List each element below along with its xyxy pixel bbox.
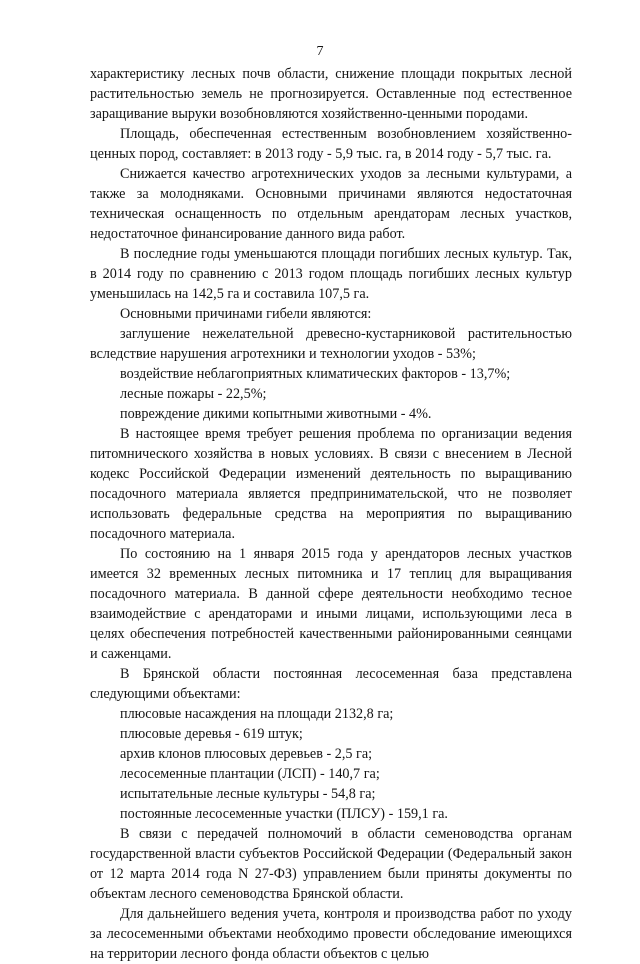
list-item-seed-object: постоянные лесосеменные участки (ПЛСУ) - 159,1 га. [120,806,448,822]
paragraph-inspection: Для дальнейшего ведения учета, контроля и производства работ по уходу за лесосеменными объектами необходимо провести обследование имеющихся на территории лесного фонда области объектов с целью [90,906,572,962]
list-item-seed-object: плюсовые деревья - 619 штук; [120,726,303,742]
document-body [90,64,572,964]
paragraph-powers-transfer: В связи с передачей полномочий в области семеноводства органам государственной власти субъектов Российской Федерации (Федеральный закон от 12 марта 2014 года N 27-ФЗ) управлением были приняты документы по объектам лесного семеноводства Брянской области. [90,826,572,902]
list-item-seed-object: испытательные лесные культуры - 54,8 га; [120,786,376,802]
paragraph-natural-regeneration: Площадь, обеспеченная естественным возобновлением хозяйственно-ценных пород, составляет: в 2013 году - 5,9 тыс. га, в 2014 году - 5,7 тыс. га. [90,126,572,162]
page-number: 7 [316,44,324,59]
paragraph-nursery-status: По состоянию на 1 января 2015 года у арендаторов лесных участков имеется 32 временных лесных питомника и 17 теплиц для выращивания посадочного материала. В данной сфере деятельности необходимо тесное взаимодействие с арендаторами и иными лицами, использующими леса в целях обеспечения потребностей качественными районированными сеянцами и саженцами. [90,546,572,662]
paragraph-causes-heading: Основными причинами гибели являются: [120,306,372,322]
list-item-seed-object: лесосеменные плантации (ЛСП) - 140,7 га; [120,766,380,782]
list-item-cause: повреждение дикими копытными животными - 4%. [120,406,432,422]
list-item-cause: заглушение нежелательной древесно-кустарниковой растительностью вследствие нарушения агротехники и технологии уходов - 53%; [90,326,572,362]
list-item-cause: воздействие неблагоприятных климатических факторов - 13,7%; [120,366,511,382]
paragraph-soil-forecast: характеристику лесных почв области, снижение площади покрытых лесной растительностью земель не прогнозируется. Оставленные под естественное заращивание выруки возобновляются хозяйственно-ценными породами. [90,66,572,122]
list-item-cause: лесные пожары - 22,5%; [120,386,267,402]
paragraph-seed-base: В Брянской области постоянная лесосеменная база представлена следующими объектами: [90,666,572,702]
list-item-seed-object: плюсовые насаждения на площади 2132,8 га; [120,706,394,722]
list-item-seed-object: архив клонов плюсовых деревьев - 2,5 га; [120,746,373,762]
paragraph-agrotech-care: Снижается качество агротехнических уходов за лесными культурами, а также за молодняками. Основными причинами являются недостаточная техническая оснащенность по отдельным арендаторам лесных участков, недостаточное финансирование данного вида работ. [90,166,572,242]
paragraph-nursery-problem: В настоящее время требует решения проблема по организации ведения питомнического хозяйства в новых условиях. В связи с внесением в Лесной кодекс Российской Федерации изменений деятельность по выращиванию посадочного материала является предпринимательской, что не позволяет использовать федеральные средства на мероприятия по выращиванию посадочного материала. [90,426,572,542]
paragraph-dead-cultures: В последние годы уменьшаются площади погибших лесных культур. Так, в 2014 году по сравнению с 2013 годом площадь погибших лесных культур уменьшилась на 142,5 га и составила 107,5 га. [90,246,572,302]
